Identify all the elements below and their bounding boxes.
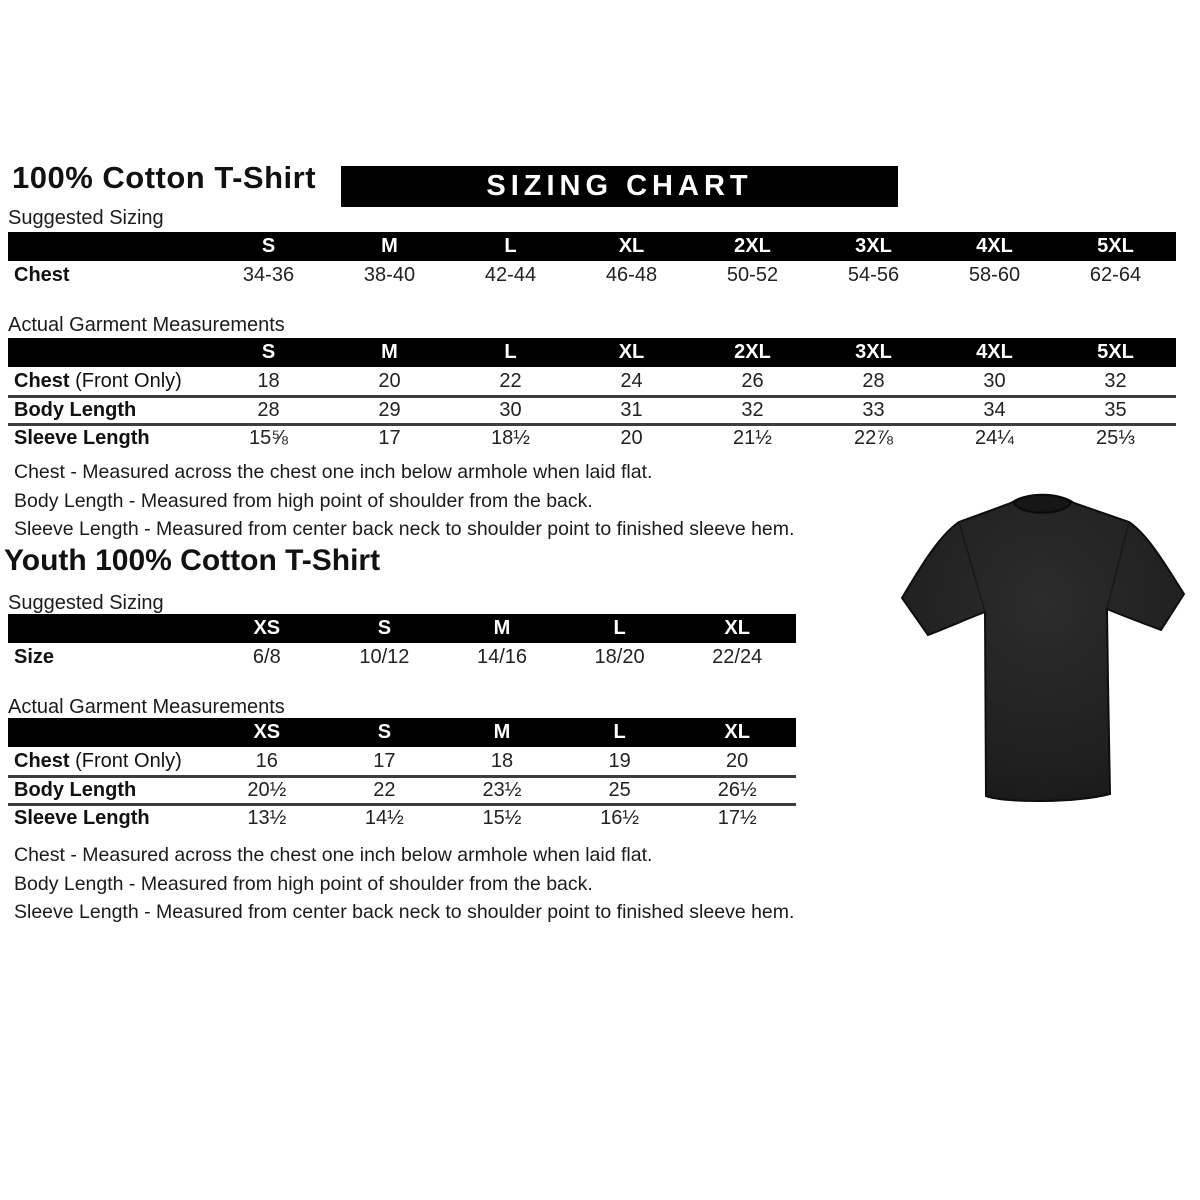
measurement-cell: 15⅝: [249, 427, 288, 449]
row-label: [8, 807, 208, 830]
measurement-cell: 50-52: [726, 264, 779, 286]
size-column-header: 4XL: [976, 341, 1013, 363]
size-column-header: 2XL: [734, 235, 771, 257]
measurement-cell: 18/20: [594, 646, 645, 668]
youth-measurement-notes: [14, 841, 794, 927]
size-header-row: [8, 232, 1176, 261]
measurement-cell: 15½: [482, 807, 522, 829]
measurement-cell: 16: [255, 750, 278, 772]
size-column-header: L: [613, 617, 626, 639]
measurement-cell: 28: [257, 399, 280, 421]
youth-suggested-sizing-label: Suggested Sizing: [8, 592, 164, 614]
body-length-note: Body Length - Measured from high point of shoulder from the back.: [14, 872, 593, 895]
measurement-cell: 14½: [364, 807, 404, 829]
row-label: [8, 646, 208, 669]
size-column-header: XL: [618, 235, 645, 257]
sleeve-length-note: Sleeve Length - Measured from center back neck to shoulder point to finished sleeve hem.: [14, 901, 795, 923]
size-column-header: XS: [253, 617, 281, 639]
measurement-cell: 54-56: [847, 264, 900, 286]
measurement-row: [8, 747, 796, 775]
sleeve-length-note: Sleeve Length - Measured from center back neck to shoulder point to finished sleeve hem.: [14, 518, 795, 540]
chest-note: Chest - Measured across the chest one inch below armhole when laid flat.: [14, 844, 653, 866]
size-column-header: M: [381, 235, 398, 257]
measurement-cell: 30: [983, 370, 1006, 392]
tshirt-body: [902, 496, 1184, 801]
measurement-cell: 29: [378, 399, 401, 421]
size-column-header: S: [377, 617, 392, 639]
adult-actual-measurements-table: [8, 338, 1176, 451]
size-column-header: M: [493, 721, 511, 743]
youth-actual-measurements-label: Actual Garment Measurements: [8, 696, 285, 718]
black-tshirt-photo: [893, 478, 1193, 808]
youth-actual-measurements-table: [8, 718, 796, 831]
size-column-header: M: [493, 617, 511, 639]
row-label-text: Sleeve Length: [14, 807, 150, 829]
measurement-cell: 24: [620, 370, 643, 392]
size-column-header: XL: [724, 721, 750, 743]
measurement-cell: 33: [862, 399, 885, 421]
sizing-chart-banner: SIZING CHART: [341, 166, 898, 207]
size-column-header: XL: [724, 617, 750, 639]
adult-suggested-sizing-label: Suggested Sizing: [8, 207, 164, 229]
row-label-suffix: (Front Only): [69, 370, 182, 392]
size-header-row: [8, 338, 1176, 367]
row-label-text: Size: [14, 646, 55, 668]
measurement-cell: 16½: [600, 807, 640, 829]
adult-actual-measurements-label: Actual Garment Measurements: [8, 314, 285, 336]
measurement-cell: 38-40: [363, 264, 416, 286]
size-column-header: 2XL: [734, 341, 771, 363]
measurement-cell: 22: [373, 779, 396, 801]
measurement-row: [8, 395, 1176, 423]
adult-suggested-sizing-table: [8, 232, 1176, 289]
measurement-cell: 17½: [717, 807, 757, 829]
measurement-cell: 23½: [482, 779, 522, 801]
measurement-cell: 19: [608, 750, 631, 772]
measurement-cell: 31: [620, 399, 643, 421]
measurement-cell: 21½: [733, 427, 772, 449]
measurement-cell: 20½: [247, 779, 287, 801]
measurement-cell: 22/24: [712, 646, 763, 668]
size-header-row: [8, 718, 796, 747]
size-column-header: S: [261, 341, 276, 363]
tshirt-collar: [1014, 495, 1071, 513]
size-column-header: L: [504, 235, 517, 257]
row-label-text: Chest: [14, 370, 70, 392]
measurement-cell: 25: [608, 779, 631, 801]
youth-suggested-sizing-table: [8, 614, 796, 671]
size-column-header: S: [261, 235, 276, 257]
row-label-suffix: (Front Only): [69, 750, 182, 772]
measurement-cell: 26½: [717, 779, 757, 801]
chest-note: Chest - Measured across the chest one inch below armhole when laid flat.: [14, 461, 653, 483]
measurement-cell: 42-44: [484, 264, 537, 286]
measurement-cell: 22⅞: [854, 427, 893, 449]
measurement-cell: 14/16: [476, 646, 528, 668]
size-column-header: L: [613, 721, 626, 743]
measurement-cell: 17: [373, 750, 396, 772]
size-column-header: XS: [253, 721, 281, 743]
measurement-cell: 30: [499, 399, 522, 421]
measurement-row: [8, 261, 1176, 289]
measurement-cell: 58-60: [968, 264, 1021, 286]
measurement-cell: 13½: [247, 807, 287, 829]
measurement-cell: 20: [726, 750, 749, 772]
size-column-header: 5XL: [1097, 341, 1134, 363]
adult-measurement-notes: [14, 458, 794, 544]
measurement-row: [8, 367, 1176, 395]
measurement-cell: 25⅓: [1096, 427, 1135, 449]
measurement-cell: 10/12: [359, 646, 410, 668]
size-column-header: L: [504, 341, 517, 363]
size-column-header: S: [377, 721, 392, 743]
adult-product-title: 100% Cotton T-Shirt: [12, 160, 317, 195]
measurement-cell: 6/8: [252, 646, 281, 668]
size-column-header: 4XL: [976, 235, 1013, 257]
measurement-cell: 46-48: [605, 264, 658, 286]
row-label-text: Sleeve Length: [14, 427, 150, 449]
measurement-cell: 34: [983, 399, 1006, 421]
row-label: [8, 264, 208, 287]
measurement-cell: 62-64: [1089, 264, 1142, 286]
measurement-cell: 17: [378, 427, 401, 449]
measurement-cell: 18½: [491, 427, 530, 449]
size-column-header: 5XL: [1097, 235, 1134, 257]
row-label-text: Chest: [14, 750, 70, 772]
row-label-text: Body Length: [14, 399, 137, 421]
measurement-cell: 28: [862, 370, 885, 392]
measurement-row: [8, 803, 796, 831]
size-column-header: 3XL: [855, 235, 892, 257]
size-header-row: [8, 614, 796, 643]
row-label: [8, 370, 208, 393]
measurement-cell: 18: [490, 750, 514, 772]
measurement-cell: 22: [499, 370, 522, 392]
measurement-cell: 35: [1104, 399, 1127, 421]
size-column-header: M: [381, 341, 398, 363]
row-label-text: Body Length: [14, 779, 137, 801]
measurement-row: [8, 423, 1176, 451]
measurement-cell: 32: [741, 399, 764, 421]
size-column-header: XL: [618, 341, 645, 363]
measurement-cell: 20: [620, 427, 643, 449]
row-label: [8, 750, 208, 773]
tshirt-illustration: [893, 478, 1193, 808]
measurement-cell: 34-36: [242, 264, 295, 286]
row-label: [8, 779, 208, 802]
row-label: [8, 399, 208, 422]
measurement-cell: 20: [378, 370, 401, 392]
measurement-cell: 18: [257, 370, 280, 392]
row-label-text: Chest: [14, 264, 70, 286]
youth-product-title: Youth 100% Cotton T-Shirt: [4, 544, 381, 577]
row-label: [8, 427, 208, 450]
size-column-header: 3XL: [855, 341, 892, 363]
measurement-cell: 32: [1104, 370, 1127, 392]
measurement-cell: 26: [741, 370, 764, 392]
measurement-row: [8, 643, 796, 671]
measurement-row: [8, 775, 796, 803]
measurement-cell: 24¼: [975, 427, 1014, 449]
body-length-note: Body Length - Measured from high point of shoulder from the back.: [14, 489, 593, 512]
